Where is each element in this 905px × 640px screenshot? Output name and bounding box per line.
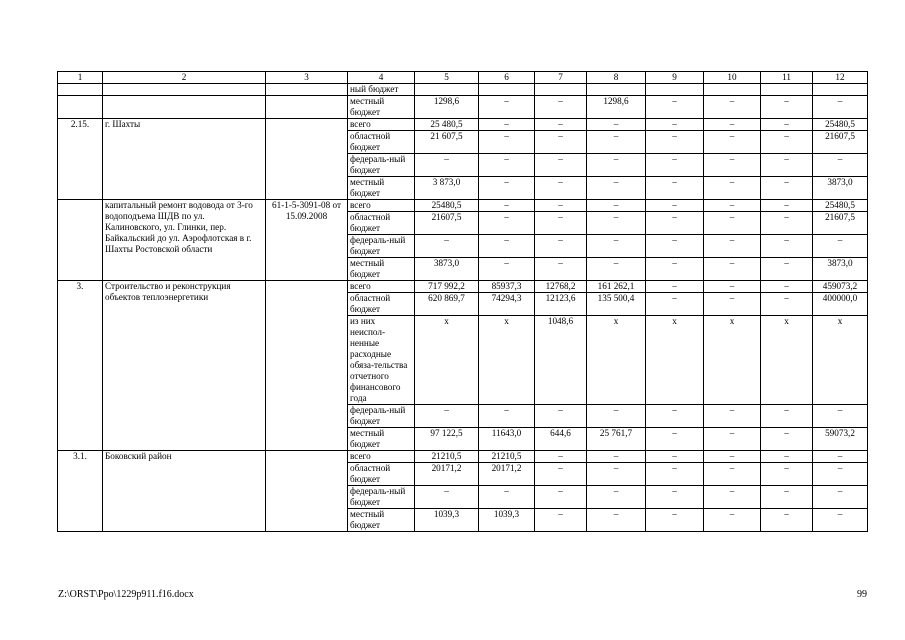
amount-cell [535, 84, 587, 96]
amount-cell [587, 84, 646, 96]
amount-cell: 11643,0 [479, 428, 535, 451]
amount-cell: х [761, 316, 813, 405]
column-number-header: 5 [415, 72, 479, 84]
table-row [58, 200, 868, 212]
amount-cell: – [646, 486, 704, 509]
amount-cell [479, 84, 535, 96]
document-ref-cell [266, 96, 348, 119]
amount-cell: – [646, 177, 704, 200]
amount-cell: – [535, 509, 587, 532]
object-name-cell [103, 96, 266, 119]
amount-cell: – [646, 235, 704, 258]
amount-cell: – [587, 451, 646, 463]
amount-cell: – [761, 212, 813, 235]
column-number-header: 3 [266, 72, 348, 84]
amount-cell: – [587, 131, 646, 154]
amount-cell: – [646, 258, 704, 281]
document-ref-cell: 61-1-5-3091-08 от 15.09.2008 [266, 200, 348, 281]
table-row [58, 96, 868, 119]
amount-cell: – [587, 463, 646, 486]
table-row [58, 451, 868, 463]
amount-cell: – [587, 405, 646, 428]
column-number-header: 4 [348, 72, 415, 84]
funding-source-cell: из них неиспол-ненные расходные обяза-тельства отчетного финансового года [348, 316, 415, 405]
amount-cell: – [704, 235, 761, 258]
funding-source-cell: местный бюджет [348, 96, 415, 119]
amount-cell: 1039,3 [415, 509, 479, 532]
amount-cell: – [646, 428, 704, 451]
amount-cell: – [646, 96, 704, 119]
document-ref-cell [266, 119, 348, 200]
amount-cell: 21607,5 [813, 131, 868, 154]
amount-cell: – [704, 258, 761, 281]
amount-cell: 135 500,4 [587, 293, 646, 316]
funding-source-cell: всего [348, 281, 415, 293]
object-name-cell: Боковский район [103, 451, 266, 532]
funding-source-cell: федераль-ный бюджет [348, 486, 415, 509]
amount-cell: – [535, 486, 587, 509]
amount-cell: – [646, 119, 704, 131]
amount-cell: – [761, 405, 813, 428]
amount-cell: 3873,0 [813, 258, 868, 281]
amount-cell: 620 869,7 [415, 293, 479, 316]
funding-source-cell: всего [348, 451, 415, 463]
object-name-cell: Строительство и реконструкция объектов теплоэнергетики [103, 281, 266, 451]
amount-cell: 1298,6 [587, 96, 646, 119]
amount-cell: 74294,3 [479, 293, 535, 316]
amount-cell: – [704, 154, 761, 177]
amount-cell: – [704, 463, 761, 486]
amount-cell: – [535, 405, 587, 428]
table-row [58, 84, 868, 96]
budget-table [57, 71, 868, 532]
amount-cell: х [479, 316, 535, 405]
amount-cell: – [535, 258, 587, 281]
amount-cell: – [761, 258, 813, 281]
amount-cell: – [587, 258, 646, 281]
footer-file-path: Z:\ORST\Ppo\1229p911.f16.docx [58, 589, 194, 600]
amount-cell: – [535, 212, 587, 235]
amount-cell: 3 873,0 [415, 177, 479, 200]
amount-cell: – [415, 405, 479, 428]
amount-cell: 21210,5 [479, 451, 535, 463]
amount-cell: – [479, 200, 535, 212]
row-number-cell: 3. [58, 281, 103, 451]
amount-cell: – [535, 463, 587, 486]
amount-cell [415, 84, 479, 96]
amount-cell: х [415, 316, 479, 405]
amount-cell: – [704, 212, 761, 235]
amount-cell: – [479, 119, 535, 131]
amount-cell: – [761, 235, 813, 258]
amount-cell: 12123,6 [535, 293, 587, 316]
amount-cell: – [646, 200, 704, 212]
amount-cell: – [535, 177, 587, 200]
amount-cell: – [761, 293, 813, 316]
funding-source-cell: местный бюджет [348, 258, 415, 281]
amount-cell: – [761, 131, 813, 154]
funding-source-cell: местный бюджет [348, 509, 415, 532]
amount-cell: – [761, 119, 813, 131]
amount-cell: – [813, 235, 868, 258]
amount-cell: 25480,5 [813, 200, 868, 212]
amount-cell: – [535, 200, 587, 212]
column-number-header: 6 [479, 72, 535, 84]
amount-cell: – [704, 177, 761, 200]
amount-cell: 25480,5 [813, 119, 868, 131]
document-ref-cell [266, 281, 348, 451]
amount-cell: – [479, 486, 535, 509]
amount-cell [761, 84, 813, 96]
funding-source-cell: местный бюджет [348, 428, 415, 451]
amount-cell: – [587, 486, 646, 509]
document-ref-cell [266, 451, 348, 532]
amount-cell: 644,6 [535, 428, 587, 451]
amount-cell: – [535, 119, 587, 131]
amount-cell: – [704, 131, 761, 154]
amount-cell: – [535, 235, 587, 258]
amount-cell [813, 84, 868, 96]
column-number-header: 12 [813, 72, 868, 84]
amount-cell: – [479, 235, 535, 258]
funding-source-cell: всего [348, 200, 415, 212]
row-number-cell [58, 96, 103, 119]
table-row [58, 281, 868, 293]
object-name-cell: капитальный ремонт водовода от 3-го водоподъема ШДВ по ул. Калиновского, ул. Глинки, пер. Байкальский до ул. Аэрофлотская в г. Шахты Ростовской области [103, 200, 266, 281]
column-number-header: 11 [761, 72, 813, 84]
amount-cell [646, 84, 704, 96]
amount-cell: – [646, 405, 704, 428]
amount-cell: 3873,0 [813, 177, 868, 200]
amount-cell: 21607,5 [415, 212, 479, 235]
funding-source-cell: ный бюджет [348, 84, 415, 96]
amount-cell: – [479, 177, 535, 200]
amount-cell: 12768,2 [535, 281, 587, 293]
amount-cell: – [535, 451, 587, 463]
table-header-row [58, 72, 868, 84]
amount-cell: – [415, 486, 479, 509]
amount-cell: – [646, 212, 704, 235]
amount-cell: – [761, 428, 813, 451]
amount-cell: – [587, 509, 646, 532]
amount-cell: – [587, 177, 646, 200]
funding-source-cell: областной бюджет [348, 212, 415, 235]
amount-cell: – [761, 281, 813, 293]
amount-cell: – [813, 509, 868, 532]
amount-cell: 717 992,2 [415, 281, 479, 293]
column-number-header: 7 [535, 72, 587, 84]
amount-cell: х [704, 316, 761, 405]
amount-cell: 1298,6 [415, 96, 479, 119]
amount-cell: – [704, 405, 761, 428]
column-number-header: 1 [58, 72, 103, 84]
amount-cell: х [646, 316, 704, 405]
amount-cell: – [479, 258, 535, 281]
amount-cell: – [587, 119, 646, 131]
amount-cell: 459073,2 [813, 281, 868, 293]
funding-source-cell: федераль-ный бюджет [348, 154, 415, 177]
amount-cell: – [587, 235, 646, 258]
column-number-header: 9 [646, 72, 704, 84]
amount-cell: – [479, 154, 535, 177]
column-number-header: 8 [587, 72, 646, 84]
amount-cell: 97 122,5 [415, 428, 479, 451]
funding-source-cell: областной бюджет [348, 293, 415, 316]
amount-cell: – [813, 463, 868, 486]
funding-source-cell: местный бюджет [348, 177, 415, 200]
funding-source-cell: областной бюджет [348, 463, 415, 486]
amount-cell: 25 761,7 [587, 428, 646, 451]
amount-cell: – [646, 509, 704, 532]
amount-cell: – [813, 405, 868, 428]
amount-cell: – [704, 428, 761, 451]
amount-cell: – [761, 96, 813, 119]
amount-cell: – [587, 200, 646, 212]
funding-source-cell: всего [348, 119, 415, 131]
amount-cell: 21607,5 [813, 212, 868, 235]
amount-cell: – [415, 154, 479, 177]
amount-cell: – [479, 405, 535, 428]
amount-cell: – [761, 200, 813, 212]
amount-cell: 25 480,5 [415, 119, 479, 131]
column-number-header: 10 [704, 72, 761, 84]
amount-cell: – [813, 154, 868, 177]
amount-cell: 85937,3 [479, 281, 535, 293]
amount-cell: – [646, 131, 704, 154]
amount-cell: 1039,3 [479, 509, 535, 532]
amount-cell: – [761, 154, 813, 177]
amount-cell: – [646, 293, 704, 316]
amount-cell: – [761, 509, 813, 532]
amount-cell: – [479, 96, 535, 119]
row-number-cell [58, 200, 103, 281]
amount-cell: – [646, 451, 704, 463]
amount-cell: – [415, 235, 479, 258]
amount-cell: – [587, 154, 646, 177]
funding-source-cell: федераль-ный бюджет [348, 405, 415, 428]
amount-cell: 20171,2 [479, 463, 535, 486]
amount-cell: 59073,2 [813, 428, 868, 451]
row-number-cell: 2.15. [58, 119, 103, 200]
amount-cell: 1048,6 [535, 316, 587, 405]
funding-source-cell: федераль-ный бюджет [348, 235, 415, 258]
amount-cell: – [646, 463, 704, 486]
row-number-cell [58, 84, 103, 96]
amount-cell: – [535, 131, 587, 154]
amount-cell: – [704, 200, 761, 212]
footer-page-number: 99 [857, 589, 867, 600]
amount-cell: – [646, 281, 704, 293]
amount-cell: х [587, 316, 646, 405]
amount-cell: 21 607,5 [415, 131, 479, 154]
column-number-header: 2 [103, 72, 266, 84]
amount-cell: – [761, 463, 813, 486]
amount-cell: – [646, 154, 704, 177]
amount-cell [704, 84, 761, 96]
amount-cell: 25480,5 [415, 200, 479, 212]
amount-cell: – [704, 486, 761, 509]
amount-cell: – [704, 96, 761, 119]
amount-cell: – [761, 486, 813, 509]
amount-cell: – [761, 177, 813, 200]
amount-cell: – [813, 451, 868, 463]
amount-cell: – [704, 509, 761, 532]
amount-cell: – [704, 293, 761, 316]
amount-cell: – [479, 131, 535, 154]
row-number-cell: 3.1. [58, 451, 103, 532]
amount-cell: 161 262,1 [587, 281, 646, 293]
amount-cell: – [587, 212, 646, 235]
amount-cell: – [813, 486, 868, 509]
table-row [58, 119, 868, 131]
object-name-cell [103, 84, 266, 96]
amount-cell: 3873,0 [415, 258, 479, 281]
amount-cell: – [704, 119, 761, 131]
amount-cell: 21210,5 [415, 451, 479, 463]
funding-source-cell: областной бюджет [348, 131, 415, 154]
document-ref-cell [266, 84, 348, 96]
amount-cell: – [704, 451, 761, 463]
amount-cell: – [761, 451, 813, 463]
object-name-cell: г. Шахты [103, 119, 266, 200]
amount-cell: – [479, 212, 535, 235]
amount-cell: – [535, 96, 587, 119]
amount-cell: – [535, 154, 587, 177]
amount-cell: 400000,0 [813, 293, 868, 316]
amount-cell: – [813, 96, 868, 119]
amount-cell: 20171,2 [415, 463, 479, 486]
amount-cell: – [704, 281, 761, 293]
amount-cell: х [813, 316, 868, 405]
